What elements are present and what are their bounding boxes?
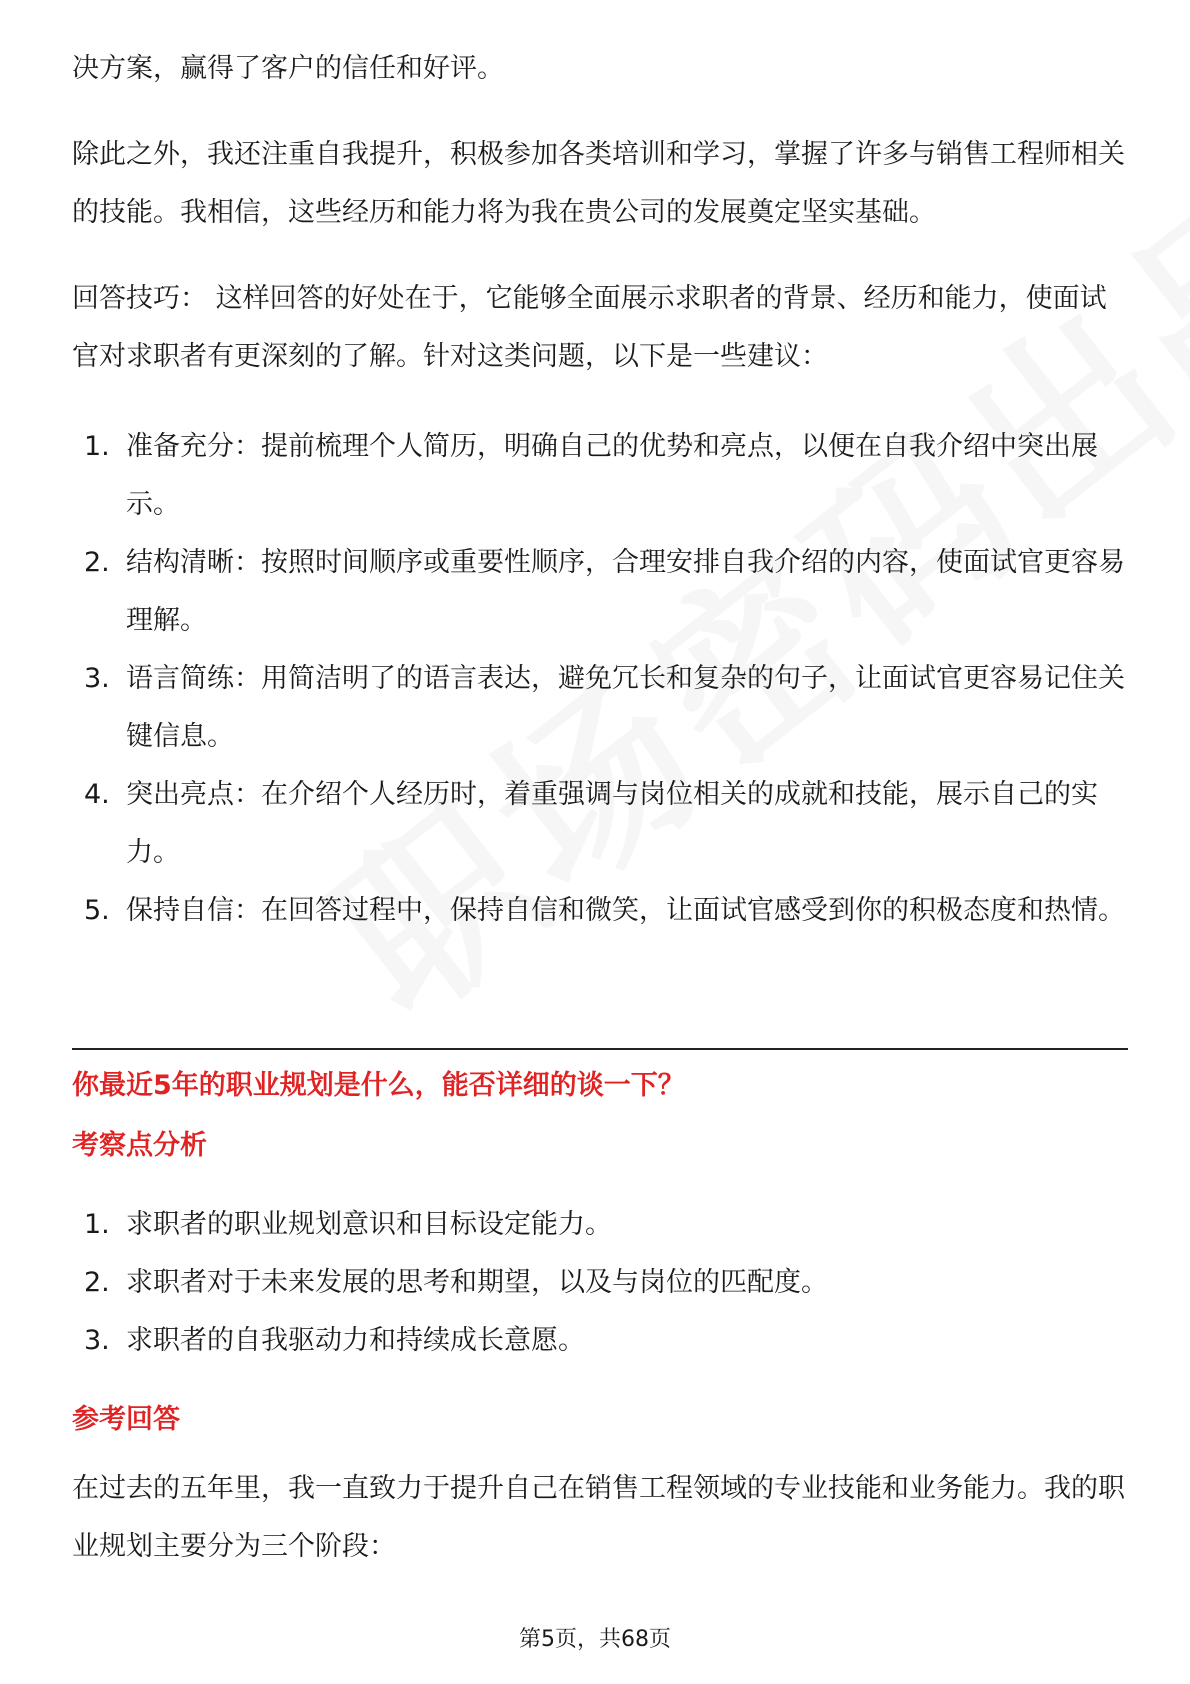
list-item: [72, 1196, 1128, 1254]
list-text: 结构清晰：按照时间顺序或重要性顺序，合理安排自我介绍的内容，使面试官更容易理解。: [126, 547, 1125, 636]
list-item: [72, 1312, 1128, 1370]
tips-list: [72, 418, 1128, 940]
list-item: [72, 882, 1128, 940]
analysis-heading: 考察点分析: [72, 1130, 207, 1161]
question-heading: 你最近5年的职业规划是什么，能否详细的谈一下？: [72, 1070, 685, 1101]
list-number: 2.: [84, 1267, 110, 1298]
list-item: [72, 766, 1128, 882]
list-text: 求职者的自我驱动力和持续成长意愿。: [126, 1325, 585, 1356]
answer-tips-paragraph: 回答技巧： 这样回答的好处在于，它能够全面展示求职者的背景、经历和能力，使面试官对求职者有更深刻的了解。针对这类问题，以下是一些建议：: [72, 283, 1107, 372]
list-number: 2.: [84, 547, 110, 578]
list-item: [72, 650, 1128, 766]
list-item: [72, 534, 1128, 650]
list-text: 突出亮点：在介绍个人经历时，着重强调与岗位相关的成就和技能，展示自己的实力。: [126, 779, 1098, 868]
paragraph-2: 除此之外，我还注重自我提升，积极参加各类培训和学习，掌握了许多与销售工程师相关的技能。我相信，这些经历和能力将为我在贵公司的发展奠定坚实基础。: [72, 139, 1125, 228]
list-text: 求职者对于未来发展的思考和期望，以及与岗位的匹配度。: [126, 1267, 828, 1298]
page-footer: 第5页，共68页: [519, 1627, 671, 1652]
section-divider: [72, 1048, 1128, 1050]
list-number: 1.: [84, 431, 110, 462]
list-text: 求职者的职业规划意识和目标设定能力。: [126, 1209, 612, 1240]
list-number: 4.: [84, 779, 110, 810]
list-item: [72, 418, 1128, 534]
list-text: 准备充分：提前梳理个人简历，明确自己的优势和亮点，以便在自我介绍中突出展示。: [126, 431, 1098, 520]
list-number: 1.: [84, 1209, 110, 1240]
answer-paragraph: 在过去的五年里，我一直致力于提升自己在销售工程领域的专业技能和业务能力。我的职业规划主要分为三个阶段：: [72, 1473, 1125, 1562]
list-number: 3.: [84, 1325, 110, 1356]
analysis-list: [72, 1196, 1128, 1370]
answer-heading: 参考回答: [72, 1404, 180, 1435]
list-number: 3.: [84, 663, 110, 694]
list-text: 语言简练：用简洁明了的语言表达，避免冗长和复杂的句子，让面试官更容易记住关键信息。: [126, 663, 1125, 752]
list-text: 保持自信：在回答过程中，保持自信和微笑，让面试官感受到你的积极态度和热情。: [126, 895, 1125, 926]
paragraph-1: 决方案，赢得了客户的信任和好评。: [72, 53, 504, 84]
list-item: [72, 1254, 1128, 1312]
list-number: 5.: [84, 895, 110, 926]
